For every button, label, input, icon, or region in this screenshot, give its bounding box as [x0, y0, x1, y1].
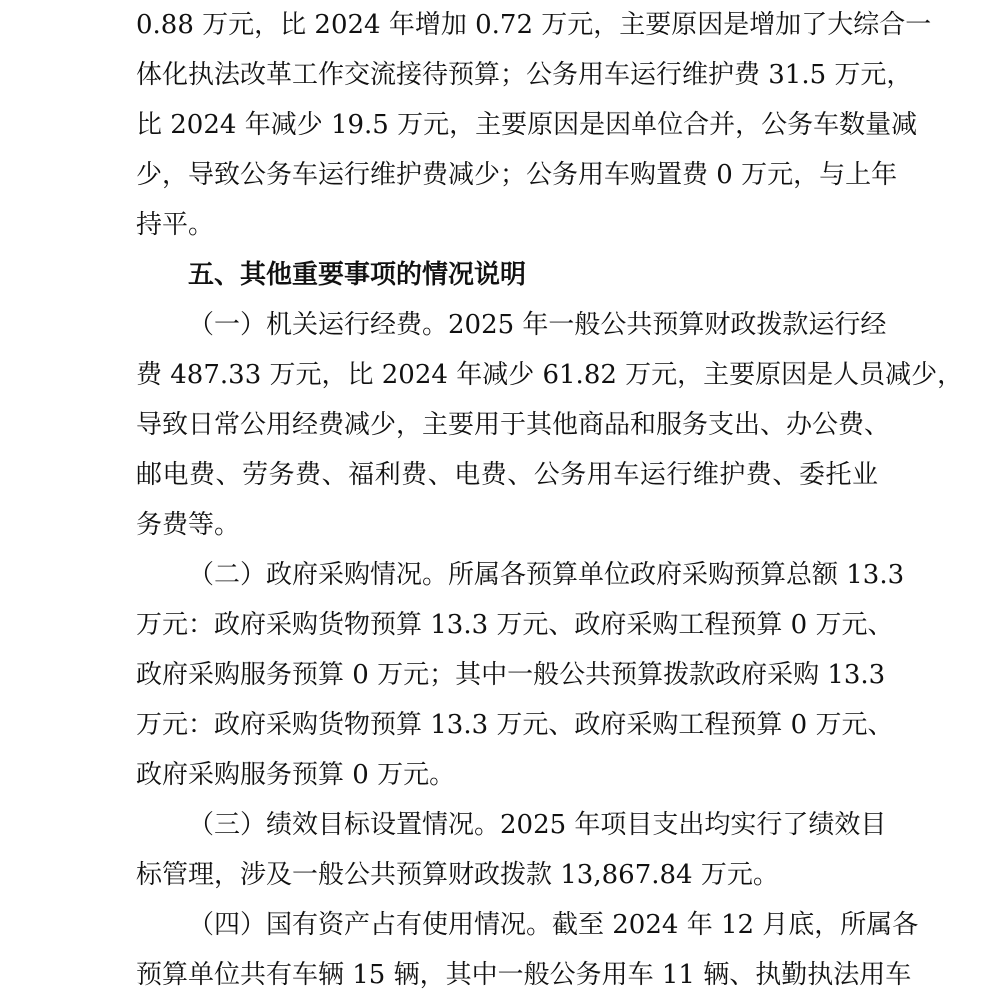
- text-line: 务费等。: [136, 510, 241, 540]
- text-line: 体化执法改革工作交流接待预算；公务用车运行维护费 31.5 万元，: [136, 60, 913, 90]
- paragraph-first-line: （四）国有资产占有使用情况。截至 2024 年 12 月底，所属各: [188, 910, 919, 940]
- paragraph-first-line: （二）政府采购情况。所属各预算单位政府采购预算总额 13.3: [188, 560, 905, 590]
- paragraph-first-line: （一）机关运行经费。2025 年一般公共预算财政拨款运行经: [188, 310, 887, 340]
- text-line: 比 2024 年减少 19.5 万元，主要原因是因单位合并，公务车数量减: [136, 110, 918, 140]
- text-line: 持平。: [136, 210, 215, 240]
- text-line: 标管理，涉及一般公共预算财政拨款 13,867.84 万元。: [136, 860, 779, 890]
- text-line: 万元：政府采购货物预算 13.3 万元、政府采购工程预算 0 万元、: [136, 610, 894, 640]
- text-line: 导致日常公用经费减少，主要用于其他商品和服务支出、办公费、: [136, 410, 891, 440]
- text-line: 邮电费、劳务费、福利费、电费、公务用车运行维护费、委托业: [136, 460, 878, 490]
- text-line: 政府采购服务预算 0 万元；其中一般公共预算拨款政府采购 13.3: [136, 660, 886, 690]
- text-line: 万元：政府采购货物预算 13.3 万元、政府采购工程预算 0 万元、: [136, 710, 894, 740]
- text-line: 政府采购服务预算 0 万元。: [136, 760, 456, 790]
- text-line: 预算单位共有车辆 15 辆，其中一般公务用车 11 辆、执勤执法用车: [136, 960, 912, 990]
- text-line: 费 487.33 万元，比 2024 年减少 61.82 万元，主要原因是人员减少，: [136, 360, 964, 390]
- paragraph-first-line: （三）绩效目标设置情况。2025 年项目支出均实行了绩效目: [188, 810, 887, 840]
- section-heading: 五、其他重要事项的情况说明: [188, 260, 527, 290]
- text-line: 少，导致公务车运行维护费减少；公务用车购置费 0 万元，与上年: [136, 160, 898, 190]
- text-line: 0.88 万元，比 2024 年增加 0.72 万元，主要原因是增加了大综合一: [136, 10, 932, 40]
